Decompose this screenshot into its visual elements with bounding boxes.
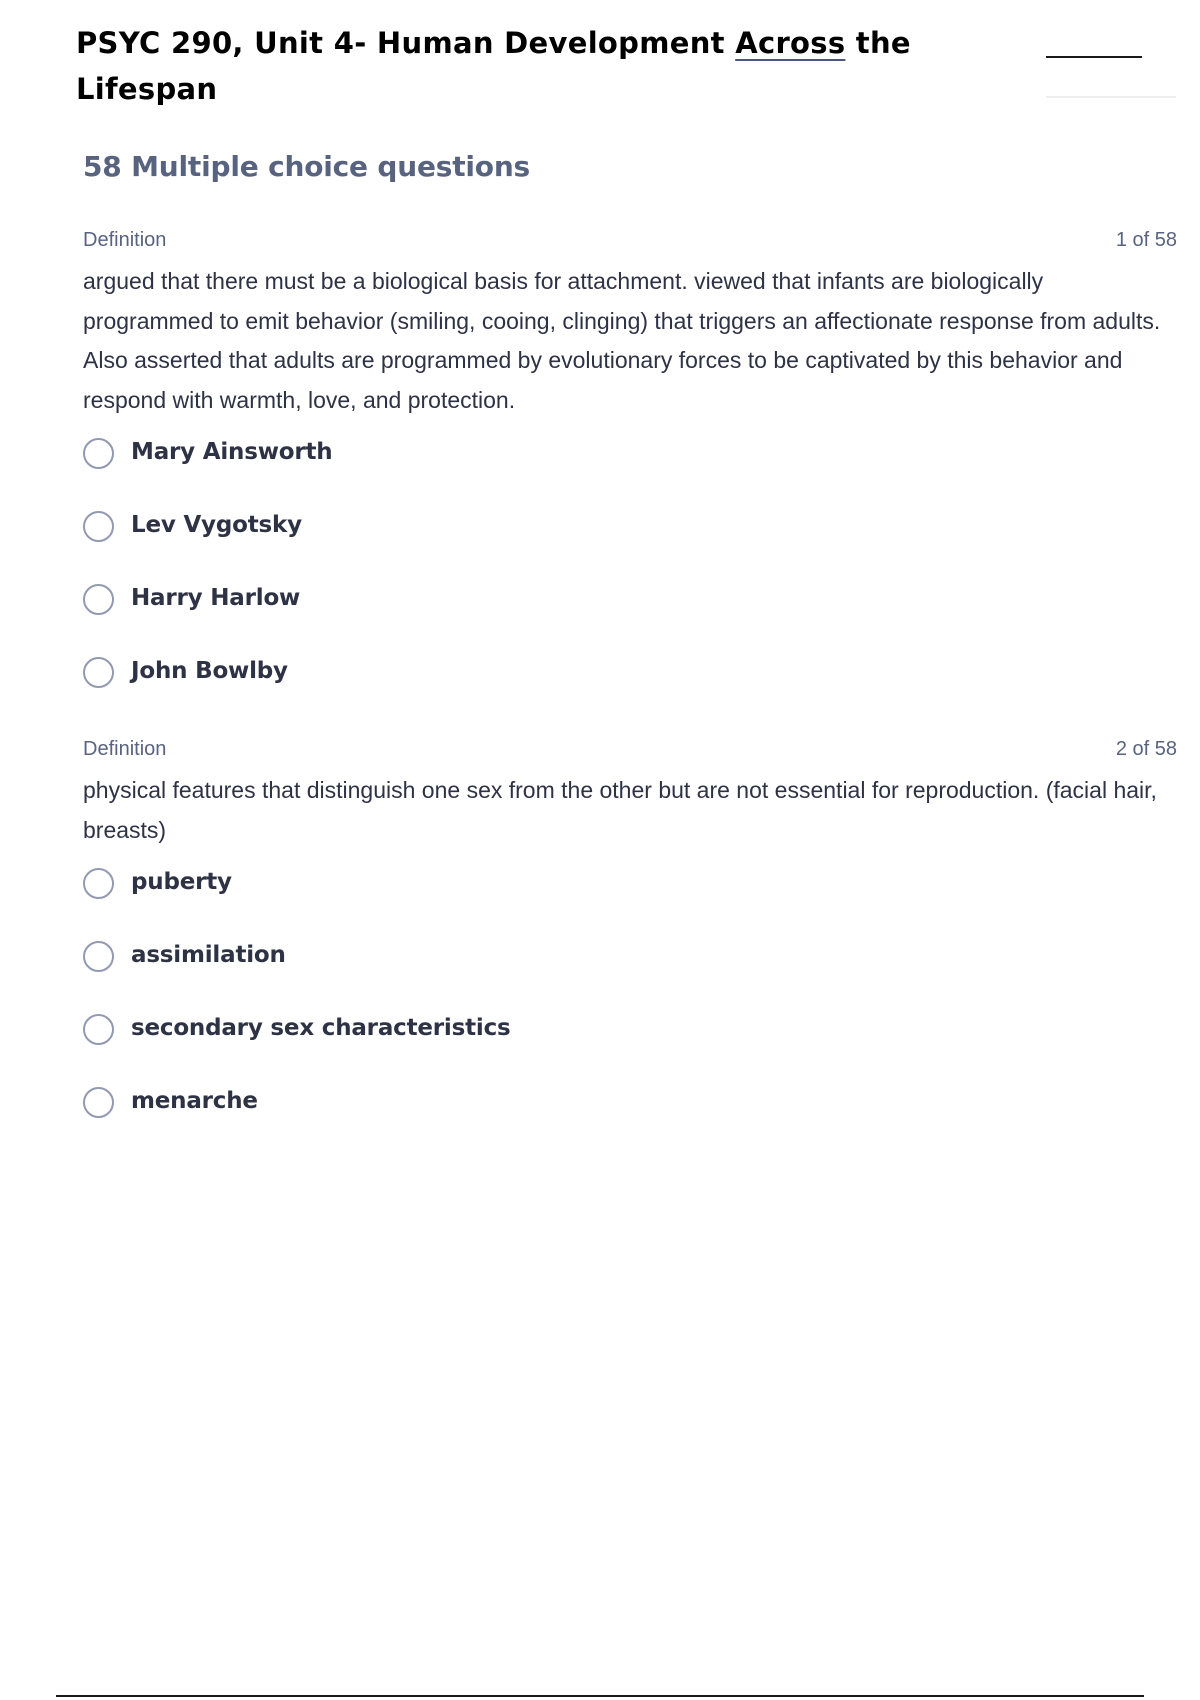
answer-option-label: secondary sex characteristics <box>131 1015 511 1041</box>
question-prompt: argued that there must be a biological basis for attachment. viewed that infants are biologically programmed to emit behavior (smiling, cooing, clinging) that triggers an affectionate response from adults. Also asserted that adults are programmed by evolutionary forces to be captivated by this behavior and respond with warmth, love, and protection. <box>83 268 1161 413</box>
radio-button-icon[interactable] <box>83 1087 114 1118</box>
question-count-heading: 58 Multiple choice questions <box>83 150 531 183</box>
answer-option-label: puberty <box>131 869 232 895</box>
answer-option-label: John Bowlby <box>131 658 288 684</box>
question-card <box>83 735 1177 1156</box>
answer-option[interactable] <box>83 1010 1177 1083</box>
radio-button-icon[interactable] <box>83 941 114 972</box>
answer-option-label: Mary Ainsworth <box>131 439 333 465</box>
radio-button-icon[interactable] <box>83 438 114 469</box>
answer-option[interactable] <box>83 937 1177 1010</box>
answer-option[interactable] <box>83 434 1177 507</box>
header-rule-dark <box>1046 56 1142 58</box>
question-prompt: physical features that distinguish one sex from the other but are not essential for reproduction. (facial hair, breasts) <box>83 777 1157 843</box>
page-title <box>76 20 936 112</box>
answer-option[interactable] <box>83 1083 1177 1156</box>
radio-button-icon[interactable] <box>83 1014 114 1045</box>
question-counter: 1 of 58 <box>1115 229 1177 251</box>
question-type-label: Definition <box>83 738 167 760</box>
answer-option-label: assimilation <box>131 942 286 968</box>
question-header <box>83 226 1177 256</box>
title-text-part1: PSYC 290, Unit 4- Human Development <box>76 26 736 60</box>
radio-button-icon[interactable] <box>83 657 114 688</box>
question-card <box>83 226 1177 726</box>
question-header <box>83 735 1177 765</box>
answer-options <box>83 864 1177 1156</box>
question-counter: 2 of 58 <box>1115 738 1177 760</box>
title-text-underlined: Across <box>735 26 846 60</box>
radio-button-icon[interactable] <box>83 868 114 899</box>
header-rule-light <box>1046 96 1176 98</box>
answer-option-label: Lev Vygotsky <box>131 512 302 538</box>
answer-option[interactable] <box>83 653 1177 726</box>
question-type-label: Definition <box>83 229 167 251</box>
answer-option-label: Harry Harlow <box>131 585 301 611</box>
answer-options <box>83 434 1177 726</box>
radio-button-icon[interactable] <box>83 584 114 615</box>
answer-option-label: menarche <box>131 1088 258 1114</box>
answer-option[interactable] <box>83 580 1177 653</box>
title-text-part2: the Lifespan <box>76 26 911 106</box>
radio-button-icon[interactable] <box>83 511 114 542</box>
footer-rule <box>56 1695 1144 1697</box>
answer-option[interactable] <box>83 507 1177 580</box>
answer-option[interactable] <box>83 864 1177 937</box>
